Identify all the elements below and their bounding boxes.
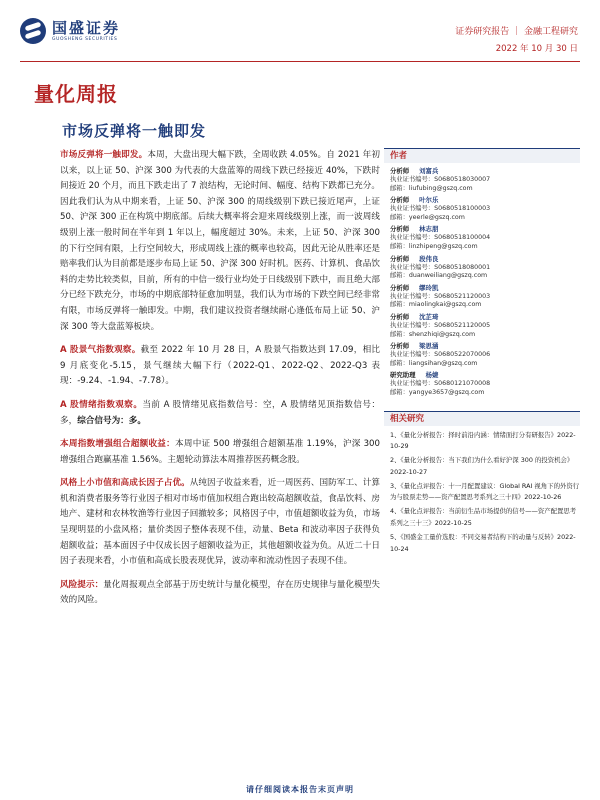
related-item[interactable]: 1、《量化分析报告：择时前沿内涵：情绪面打分有研报告》2022-10-29 <box>390 430 576 451</box>
author-license: 执业证书编号：S0680518100004 <box>390 234 491 242</box>
emotion-index-paragraph <box>60 398 380 429</box>
paragraph-lead: 风险提示： <box>60 579 104 590</box>
author-license: 执业证书编号：S0680518080001 <box>390 263 491 271</box>
paragraph-lead: 风格上小市值和高成长因子占优。 <box>60 478 190 489</box>
report-header <box>0 0 600 62</box>
author-role: 分析师 <box>390 342 410 351</box>
enhanced-portfolio-paragraph <box>60 437 380 468</box>
related-item[interactable]: 2、《量化分析报告：当下我们为什么看好沪深 300 的投资机会》2022-10-27 <box>390 456 574 476</box>
author-email[interactable]: 邮箱：liufubing@gszq.com <box>390 184 473 192</box>
footer-disclaimer: 请仔细阅读本报告末页声明 <box>246 785 354 794</box>
paragraph-lead: A 股情绪指数观察。 <box>60 399 143 410</box>
author-role: 分析师 <box>390 312 410 321</box>
author-email[interactable]: 邮箱：duanweiliang@gszq.com <box>390 272 488 280</box>
author-license: 执业证书编号：S0680522070006 <box>390 351 491 359</box>
logo-text-cn: 国盛证券 <box>52 18 121 37</box>
related-item[interactable]: 4、《量化点评报告：当前衍生品市场提供的信号——资产配置思考系列之三十三》2022-10-25 <box>390 507 577 528</box>
author-entry <box>390 371 580 397</box>
paragraph-text: 当前 A 股情绪见底指数信号：空，A 股情绪见顶指数信号：多， <box>60 399 380 426</box>
author-license: 执业证书编号：S0680521120005 <box>390 321 491 329</box>
author-role: 研究助理 <box>390 371 416 380</box>
author-email[interactable]: 邮箱：yeerle@gszq.com <box>390 213 465 221</box>
guosheng-logo <box>20 18 120 44</box>
authors-heading: 作者 <box>384 148 580 163</box>
summary-paragraph <box>60 148 380 335</box>
author-role: 分析师 <box>390 196 410 205</box>
risk-warning-paragraph <box>60 578 380 609</box>
author-role: 分析师 <box>390 167 410 175</box>
author-entry <box>390 225 580 251</box>
report-date: 2022 年 10 月 30 日 <box>495 44 578 54</box>
author-name: 沈芷琦 <box>419 312 439 321</box>
paragraph-lead: A 股景气指数观察。 <box>60 345 141 356</box>
author-role: 分析师 <box>390 225 410 234</box>
related-heading: 相关研究 <box>384 411 580 426</box>
paragraph-text: 本周中证 500 增强组合超额基准 1.19%，沪深 300 增强组合跑赢基准 1.56%。主题轮动算法本周推荐医药概念股。 <box>60 439 380 465</box>
style-factor-paragraph <box>60 476 380 570</box>
author-entry <box>390 313 580 339</box>
related-list <box>384 426 580 556</box>
author-email[interactable]: 邮箱：linzhipeng@gszq.com <box>390 242 478 250</box>
author-license: 执业证书编号：S0680521120003 <box>390 292 491 300</box>
paragraph-text: 量化周报观点全部基于历史统计与量化模型，存在历史规律与量化模型失效的风险。 <box>60 579 380 606</box>
author-role: 分析师 <box>390 283 410 292</box>
author-list <box>384 163 580 405</box>
author-name: 段伟良 <box>419 254 439 263</box>
author-name: 缪玲凯 <box>419 283 439 292</box>
author-license: 执业证书编号：S0680121070008 <box>390 380 491 388</box>
author-license: 执业证书编号：S0680518030007 <box>390 176 491 183</box>
author-entry <box>390 284 580 310</box>
sentiment-index-paragraph <box>60 343 380 390</box>
author-role: 分析师 <box>390 254 410 263</box>
page-subtitle: 市场反弹将一触即发 <box>62 122 207 140</box>
author-entry <box>390 167 580 193</box>
author-name: 杨婕 <box>425 371 439 380</box>
author-entry <box>390 342 580 368</box>
author-email[interactable]: 邮箱：yangye3657@gszq.com <box>390 388 485 396</box>
paragraph-conclusion: 综合信号为：多。 <box>77 415 146 426</box>
author-name: 叶尔乐 <box>419 196 439 205</box>
header-divider <box>20 61 580 62</box>
page-title: 量化周报 <box>34 82 118 106</box>
author-email[interactable]: 邮箱：shenzhiqi@gszq.com <box>390 330 476 338</box>
author-name: 梁思涵 <box>419 342 439 351</box>
sidebar <box>384 148 580 557</box>
paragraph-text: 本周，大盘出现大幅下跌，全周收跌 4.05%。自 2021 年初以来，以上证 50、沪深 300 为代表的大盘蓝筹的周线下跌已经接近 40%，下跌时间接近 20 个月，而且下跌走出了 7 浪结构，无论时间、幅度、结构下跌都已充分。因此我们认为从中期来看，上证 50、沪深 300 的周线级别下跌已接近尾声，上证 50、沪深 300 正在构筑中期底部。后续大概率将会迎来周线级别上涨，而一波周线级别上涨一般时间在半年到 1 年以上，幅度超过 30%。未来，上证 50、沪深 300 的下行空间有限，上行空间较大，形成周线上涨的概率也较高，因此无论从胜率还是赔率我们认为目前都是逐步布局上证 50、沪深 300 好时机。医药、计算机、食品饮料的走势比较类似，目前，所有的中信一级行业均处于日线级别下跌中，而且绝大部分已经下跌充分，市场的中期底部特征愈加明显，我们认为市场的下跌空间已经非常有限，市场反弹将一触即发。中期，我们建议投资者继续耐心逢低布局上证 50、沪深 300 等大盘蓝筹板块。 <box>60 150 380 332</box>
related-research <box>384 411 580 556</box>
author-entry <box>390 196 580 222</box>
author-email[interactable]: 邮箱：liangsihan@gszq.com <box>390 359 478 367</box>
paragraph-lead: 市场反弹将一触即发。 <box>60 150 148 160</box>
author-entry <box>390 255 580 281</box>
report-type: 证券研究报告 ｜ 金融工程研究 <box>455 27 578 37</box>
author-license: 执业证书编号：S0680518100003 <box>390 205 491 213</box>
paragraph-text: 从纯因子收益来看，近一周医药、国防军工、计算机和消费者服务等行业因子相对市场市值加权组合跑出较高超额收益，食品饮料、房地产、建材和农林牧渔等行业因子回撤较多；风格因子中，市值超额收益为负，市场呈现明显的小盘风格；量价类因子整体表现不佳，动量、Beta 和波动率因子获得负超额收益；基本面因子中仅成长因子超额收益为正，其他超额收益为负。从近二十日因子表现来看，小市值和高成长股表现优异，波动率和流动性因子表现不佳。 <box>60 478 380 567</box>
paragraph-text: 截至 2022 年 10 月 28 日，A 股景气指数达到 17.09，相比 9 月底变化-5.15，景气继续大幅下行（2022-Q1、2022-Q2、2022-Q3 表现：-9.24、-1.94、-7.78）。 <box>60 345 380 387</box>
logo-icon <box>20 18 46 44</box>
main-body <box>60 148 380 617</box>
author-name: 刘富兵 <box>419 167 439 175</box>
paragraph-lead: 本周指数增强组合超额收益： <box>60 439 175 450</box>
logo-text-en: GUOSHENG SECURITIES <box>52 36 118 42</box>
related-item[interactable]: 3、《量化点评报告：十一月配置建议：Global RAI 视角下的外资行为与股票走势——资产配置思考系列之三十四》2022-10-26 <box>390 481 580 502</box>
related-item[interactable]: 5、《国盛金工量价选股：不同交易者结构下的动量与反转》2022-10-24 <box>390 532 576 553</box>
author-email[interactable]: 邮箱：miaolingkai@gszq.com <box>390 301 482 309</box>
author-name: 林志朋 <box>419 225 439 234</box>
